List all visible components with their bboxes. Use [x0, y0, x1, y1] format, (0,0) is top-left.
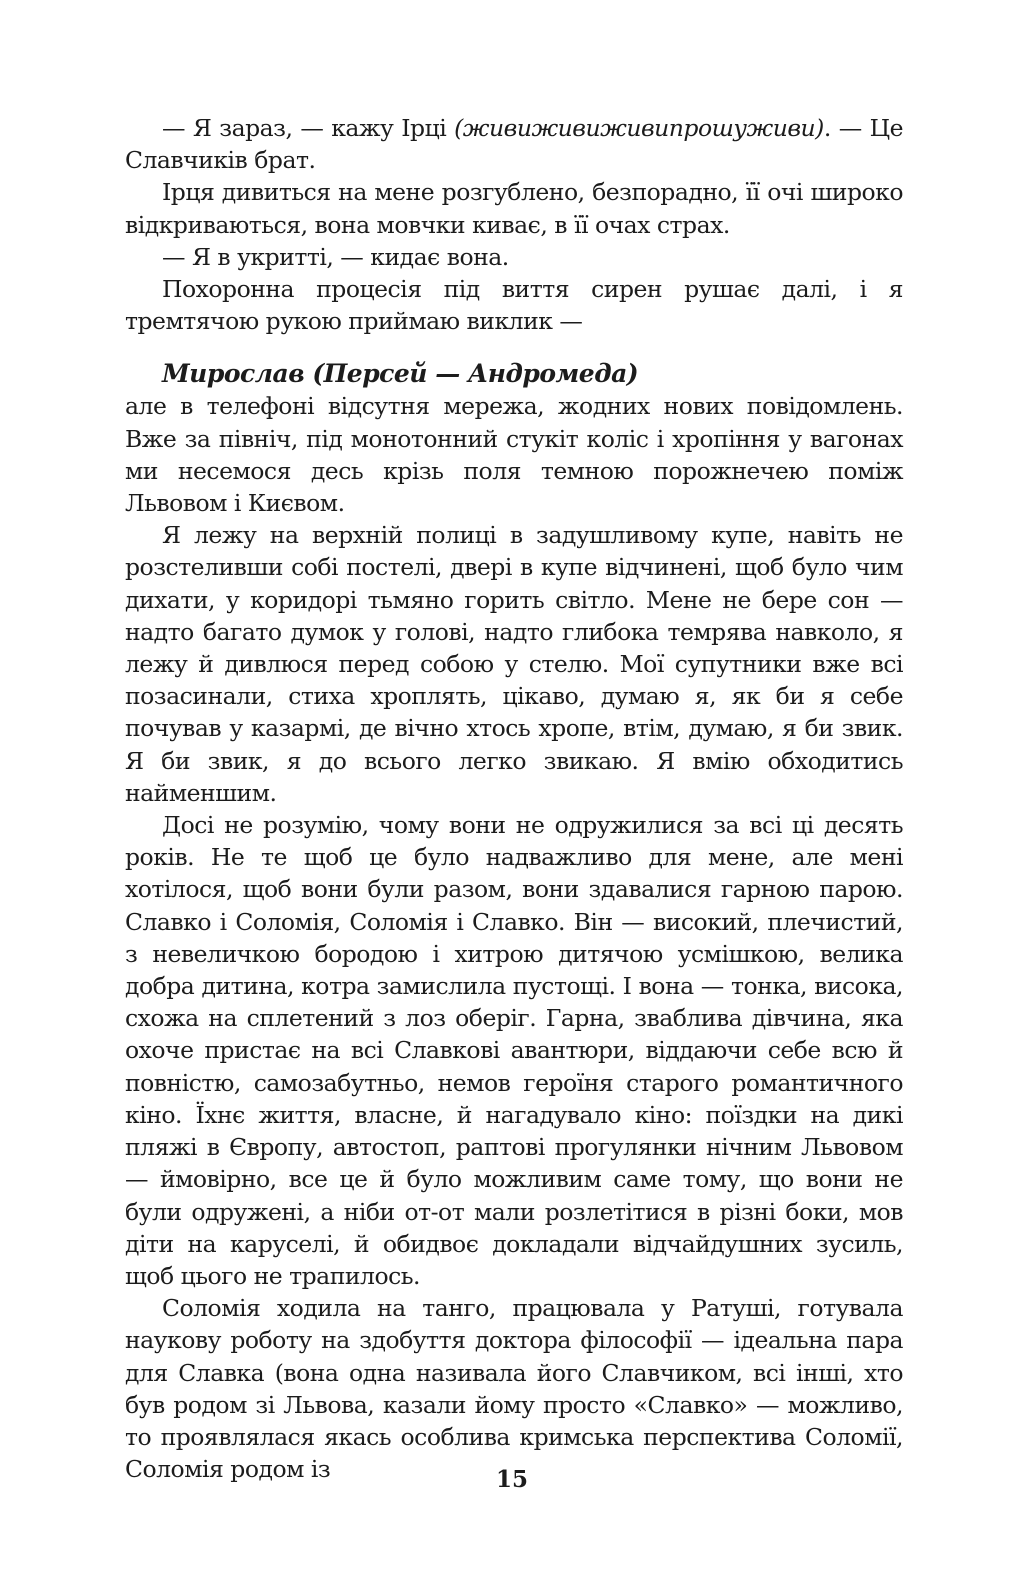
body-paragraph: Досі не розумію, чому вони не одружилися за всі ці десять років. Не те щоб це було надважливо для мене, але мені хотілося, щоб вони були разом, вони здавалися гарною парою. Славко і Соломія, Соломія і Славко. Він — високий, плечистий, з невеличкою бородою і хитрою дитячою усмішкою, велика добра дитина, котра замислила пустощі. І вона — тонка, висока, схожа на сплетений з лоз оберіг. Гарна, зваблива дівчина, яка охоче пристає на всі Славкові авантюри, віддаючи себе всю й повністю, самозабутньо, немов героїня старого романтичного кіно. Їхнє життя, власне, й нагадувало кіно: поїздки на дикі пляжі в Європу, автостоп, раптові прогулянки нічним Львовом — ймовірно, все це й було можливим саме тому, що вони не були одружені, а ніби от-от мали розлетітися в різні боки, мов діти на каруселі, й обидвоє докладали відчайдушних зусиль, щоб цього не трапилось.: [125, 811, 903, 1290]
body-paragraph: Похоронна процесія під виття сирен рушає далі, і я тремтячою рукою приймаю виклик —: [125, 275, 903, 336]
dialogue-paragraph: — Я в укритті, — кидає вона.: [162, 242, 509, 271]
dialogue-text-end: . — Це Славчиків брат.: [125, 114, 903, 175]
page-number: 15: [495, 1466, 528, 1493]
body-paragraph: Ірця дивиться на мене розгублено, безпорадно, її очі широко відкриваються, вона мовчки киває, в її очах страх.: [125, 178, 903, 239]
dialogue-paragraph: [125, 112, 903, 176]
section-heading: Мирослав (Персей — Андромеда): [162, 359, 639, 389]
dialogue-text-start: — Я зараз, — кажу Ірці: [162, 114, 455, 142]
continuation-paragraph: але в телефоні відсутня мережа, жодних нових повідомлень. Вже за північ, під монотонний стукіт коліс і хропіння у вагонах ми несемося десь крізь поля темною порожнечею поміж Львовом і Києвом.: [125, 392, 903, 518]
body-paragraph: Я лежу на верхній полиці в задушливому купе, навіть не розстеливши собі постелі, двері в купе відчинені, щоб було чим дихати, у коридорі тьмяно горить світло. Мене не бере сон — надто багато думок у голові, надто глибока темрява навколо, я лежу й дивлюся перед собою у стелю. Мої супутники вже всі позасинали, стиха хроплять, цікаво, думаю я, як би я себе почував у казармі, де вічно хтось хропе, втім, думаю, я би звик. Я би звик, я до всього легко звикаю. Я вмію обходитись найменшим.: [125, 521, 903, 807]
inner-thought-italic: (живиживиживипрошуживи): [454, 114, 824, 142]
body-paragraph: Соломія ходила на танго, працювала у Ратуші, готувала наукову роботу на здобуття доктора філософії — ідеальна пара для Славка (вона одна називала його Славчиком, всі інші, хто був родом зі Львова, казали йому просто «Славко» — можливо, то проявлялася якась особлива кримська перспектива Соломії, Соломія родом із: [125, 1294, 903, 1484]
book-page-text: [125, 112, 903, 1485]
